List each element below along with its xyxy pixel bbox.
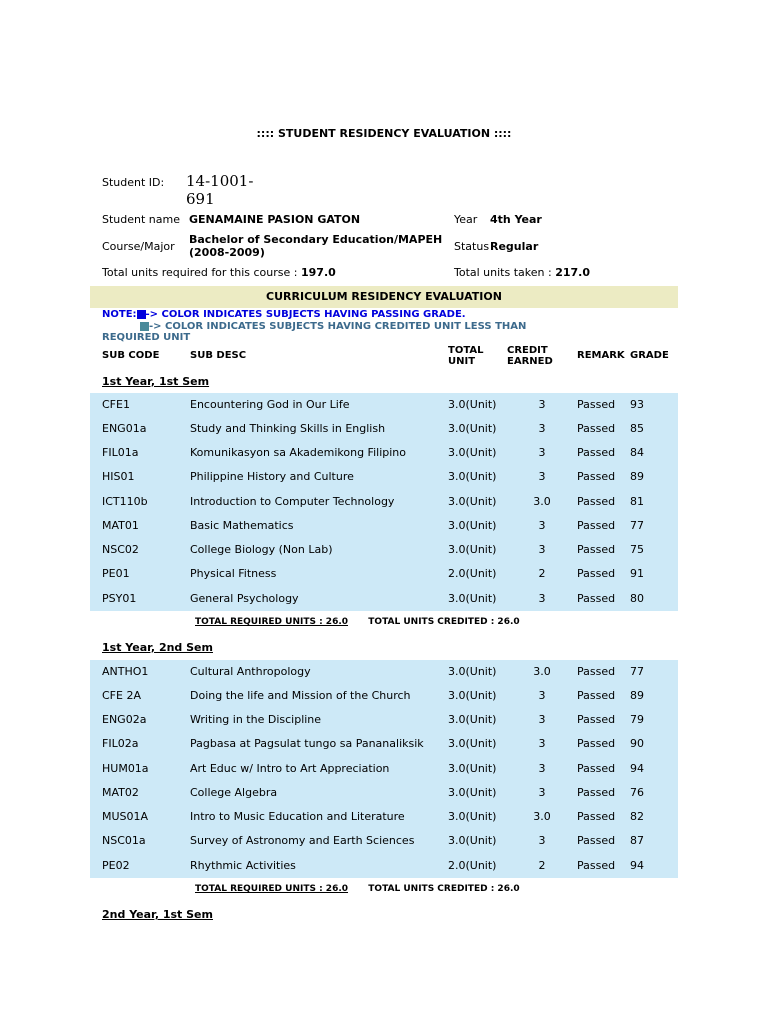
note-line-1 (102, 309, 466, 320)
sub-code: MAT01 (102, 519, 139, 532)
table-row (90, 781, 678, 805)
sub-desc: Survey of Astronomy and Earth Sciences (190, 834, 415, 847)
grade: 79 (630, 713, 644, 726)
total-unit: 3.0(Unit) (448, 446, 497, 459)
grade: 87 (630, 834, 644, 847)
semester-totals (195, 617, 520, 627)
total-unit: 2.0(Unit) (448, 859, 497, 872)
grade: 81 (630, 495, 644, 508)
table-row (90, 587, 678, 611)
status-label: Status (454, 240, 490, 253)
grade: 77 (630, 519, 644, 532)
sub-code: MAT02 (102, 786, 139, 799)
credit-earned: 3 (538, 543, 546, 556)
sub-code: CFE 2A (102, 689, 141, 702)
table-row (90, 538, 678, 562)
grade: 77 (630, 665, 644, 678)
credit-earned: 2 (538, 859, 546, 872)
remark: Passed (577, 495, 616, 508)
table-row (90, 805, 678, 829)
units-required (102, 266, 336, 279)
table-row (90, 417, 678, 441)
student-name-label: Student name (102, 213, 180, 226)
semester-title: 1st Year, 1st Sem (102, 375, 210, 388)
table-row (90, 708, 678, 732)
credit-earned: 3 (538, 713, 546, 726)
header-total-unit: TOTAL UNIT (448, 345, 484, 367)
remark: Passed (577, 592, 616, 605)
total-unit: 3.0(Unit) (448, 762, 497, 775)
remark: Passed (577, 519, 616, 532)
sub-code: ANTHO1 (102, 665, 149, 678)
sub-code: NSC02 (102, 543, 139, 556)
course-value: Bachelor of Secondary Education/MAPEH (2008-2009) (189, 233, 443, 259)
total-unit: 2.0(Unit) (448, 567, 497, 580)
header-remark: REMARK (577, 350, 625, 361)
credit-earned: 3 (538, 762, 546, 775)
header-credit-earned: CREDIT EARNED (507, 345, 553, 367)
sub-desc: Encountering God in Our Life (190, 398, 350, 411)
total-unit: 3.0(Unit) (448, 737, 497, 750)
sub-code: CFE1 (102, 398, 130, 411)
units-required-label: Total units required for this course : (102, 266, 298, 279)
sub-desc: College Biology (Non Lab) (190, 543, 333, 556)
grade: 80 (630, 592, 644, 605)
sub-code: PE01 (102, 567, 130, 580)
remark: Passed (577, 446, 616, 459)
sub-code: ENG01a (102, 422, 147, 435)
credited-color-swatch-icon (140, 322, 149, 331)
table-row (90, 465, 678, 489)
sub-desc: Philippine History and Culture (190, 470, 354, 483)
grade: 94 (630, 762, 644, 775)
sub-desc: Cultural Anthropology (190, 665, 311, 678)
remark: Passed (577, 689, 616, 702)
sub-desc: General Psychology (190, 592, 299, 605)
credit-earned: 2 (538, 567, 546, 580)
header-sub-code: SUB CODE (102, 350, 160, 361)
semester-title: 2nd Year, 1st Sem (102, 908, 213, 921)
credit-earned: 3 (538, 689, 546, 702)
sub-code: FIL02a (102, 737, 139, 750)
semester-table (90, 393, 678, 611)
table-row (90, 854, 678, 878)
grade: 93 (630, 398, 644, 411)
total-unit: 3.0(Unit) (448, 519, 497, 532)
course-label: Course/Major (102, 240, 175, 253)
credit-earned: 3.0 (533, 665, 551, 678)
remark: Passed (577, 834, 616, 847)
remark: Passed (577, 713, 616, 726)
table-row (90, 393, 678, 417)
sub-code: HUM01a (102, 762, 149, 775)
sub-desc: Intro to Music Education and Literature (190, 810, 405, 823)
credit-earned: 3 (538, 737, 546, 750)
credit-earned: 3.0 (533, 810, 551, 823)
student-id-label: Student ID: (102, 176, 165, 189)
table-row (90, 684, 678, 708)
remark: Passed (577, 665, 616, 678)
credit-earned: 3 (538, 470, 546, 483)
student-id-value: 14-1001-691 (186, 172, 254, 208)
remark: Passed (577, 470, 616, 483)
total-unit: 3.0(Unit) (448, 689, 497, 702)
total-unit: 3.0(Unit) (448, 543, 497, 556)
total-unit: 3.0(Unit) (448, 834, 497, 847)
units-taken-value: 217.0 (555, 266, 590, 279)
grade: 82 (630, 810, 644, 823)
year-label: Year (454, 213, 478, 226)
credit-earned: 3 (538, 834, 546, 847)
sub-desc: Pagbasa at Pagsulat tungo sa Pananaliksik (190, 737, 424, 750)
total-unit: 3.0(Unit) (448, 810, 497, 823)
grade: 75 (630, 543, 644, 556)
grade: 89 (630, 689, 644, 702)
credit-earned: 3 (538, 446, 546, 459)
total-required-units: TOTAL REQUIRED UNITS : 26.0 (195, 884, 349, 894)
remark: Passed (577, 859, 616, 872)
units-taken (454, 266, 590, 279)
sub-desc: College Algebra (190, 786, 278, 799)
total-unit: 3.0(Unit) (448, 495, 497, 508)
sub-desc: Writing in the Discipline (190, 713, 322, 726)
grade: 76 (630, 786, 644, 799)
grade: 85 (630, 422, 644, 435)
total-unit: 3.0(Unit) (448, 470, 497, 483)
sub-desc: Rhythmic Activities (190, 859, 296, 872)
credit-earned: 3 (538, 398, 546, 411)
total-unit: 3.0(Unit) (448, 398, 497, 411)
curriculum-banner: CURRICULUM RESIDENCY EVALUATION (90, 286, 678, 308)
total-unit: 3.0(Unit) (448, 422, 497, 435)
remark: Passed (577, 543, 616, 556)
remark: Passed (577, 737, 616, 750)
grade: 90 (630, 737, 644, 750)
credit-earned: 3 (538, 786, 546, 799)
student-name-value: GENAMAINE PASION GATON (189, 213, 361, 226)
semester-table (90, 660, 678, 878)
header-grade: GRADE (630, 350, 669, 361)
sub-desc: Art Educ w/ Intro to Art Appreciation (190, 762, 390, 775)
table-row (90, 660, 678, 684)
grade: 91 (630, 567, 644, 580)
units-required-value: 197.0 (300, 266, 336, 279)
table-row (90, 441, 678, 465)
table-row (90, 829, 678, 853)
header-sub-desc: SUB DESC (190, 350, 247, 361)
grade: 89 (630, 470, 644, 483)
total-units-credited: TOTAL UNITS CREDITED : 26.0 (368, 884, 520, 894)
sub-code: NSC01a (102, 834, 146, 847)
total-unit: 3.0(Unit) (448, 786, 497, 799)
total-unit: 3.0(Unit) (448, 665, 497, 678)
table-row (90, 757, 678, 781)
sub-code: ENG02a (102, 713, 147, 726)
sub-code: PE02 (102, 859, 130, 872)
note-credited-text: -> COLOR INDICATES SUBJECTS HAVING CREDITED UNIT LESS THAN REQUIRED UNIT (102, 321, 527, 343)
sub-desc: Doing the life and Mission of the Church (190, 689, 411, 702)
sub-code: ICT110b (102, 495, 148, 508)
remark: Passed (577, 786, 616, 799)
sub-code: PSY01 (102, 592, 137, 605)
sub-desc: Basic Mathematics (190, 519, 294, 532)
note-line-2 (102, 321, 542, 343)
units-taken-label: Total units taken : (454, 266, 552, 279)
semester-title: 1st Year, 2nd Sem (102, 641, 213, 654)
grade: 94 (630, 859, 644, 872)
page-title: :::: STUDENT RESIDENCY EVALUATION :::: (256, 127, 512, 140)
semester-totals (195, 884, 520, 894)
passing-color-swatch-icon (137, 310, 146, 319)
sub-desc: Introduction to Computer Technology (190, 495, 395, 508)
remark: Passed (577, 762, 616, 775)
table-row (90, 514, 678, 538)
table-row (90, 562, 678, 586)
total-unit: 3.0(Unit) (448, 713, 497, 726)
remark: Passed (577, 422, 616, 435)
sub-code: FIL01a (102, 446, 139, 459)
credit-earned: 3 (538, 519, 546, 532)
credit-earned: 3 (538, 422, 546, 435)
credit-earned: 3.0 (533, 495, 551, 508)
sub-desc: Study and Thinking Skills in English (190, 422, 386, 435)
table-row (90, 732, 678, 756)
sub-code: HIS01 (102, 470, 135, 483)
remark: Passed (577, 810, 616, 823)
year-value: 4th Year (490, 213, 542, 226)
note-prefix: NOTE: (102, 309, 137, 320)
table-row (90, 490, 678, 514)
credit-earned: 3 (538, 592, 546, 605)
status-value: Regular (490, 240, 539, 253)
note-passing-text: -> COLOR INDICATES SUBJECTS HAVING PASSING GRADE. (145, 309, 466, 320)
sub-desc: Komunikasyon sa Akademikong Filipino (190, 446, 406, 459)
total-units-credited: TOTAL UNITS CREDITED : 26.0 (368, 617, 520, 627)
sub-desc: Physical Fitness (190, 567, 277, 580)
sub-code: MUS01A (102, 810, 149, 823)
total-required-units: TOTAL REQUIRED UNITS : 26.0 (195, 617, 349, 627)
remark: Passed (577, 567, 616, 580)
remark: Passed (577, 398, 616, 411)
total-unit: 3.0(Unit) (448, 592, 497, 605)
grade: 84 (630, 446, 644, 459)
